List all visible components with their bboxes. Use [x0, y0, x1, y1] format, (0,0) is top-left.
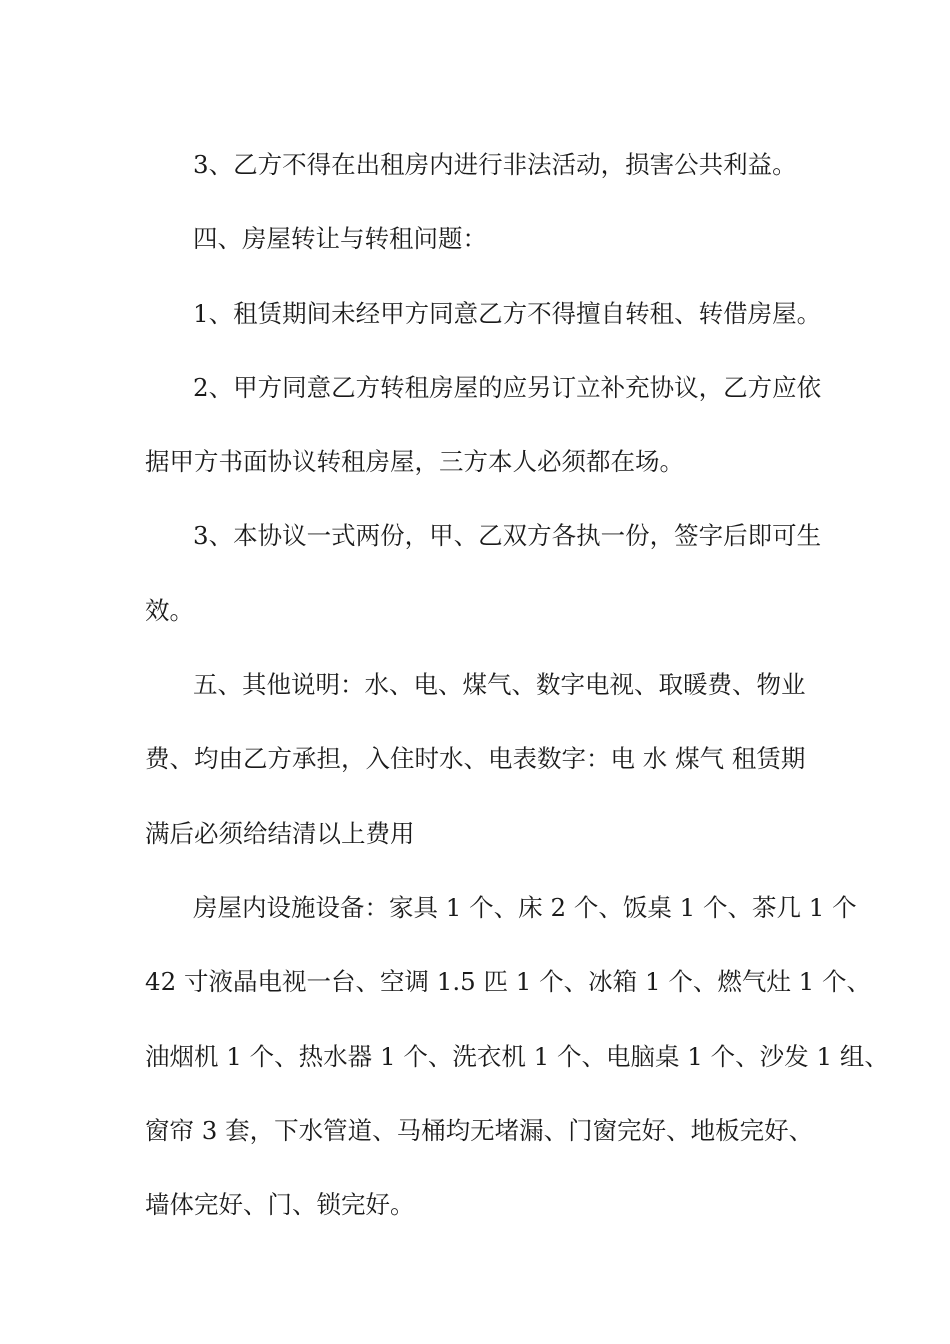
facilities-line-2: 42 寸液晶电视一台、空调 1.5 匹 1 个、冰箱 1 个、燃气灶 1 个、 [145, 967, 871, 997]
clause-4-1-sublet: 1、租赁期间未经甲方同意乙方不得擅自转租、转借房屋。 [193, 298, 822, 328]
section-5-line-2: 费、均由乙方承担，入住时水、电表数字：电 水 煤气 租赁期 [145, 744, 806, 774]
clause-4-2-line-1: 2、甲方同意乙方转租房屋的应另订立补充协议，乙方应依 [193, 372, 822, 402]
section-5-line-3: 满后必须给结清以上费用 [145, 818, 415, 848]
facilities-line-3: 油烟机 1 个、热水器 1 个、洗衣机 1 个、电脑桌 1 个、沙发 1 组、 [145, 1041, 889, 1071]
facilities-line-5: 墙体完好、门、锁完好。 [145, 1190, 415, 1220]
section-5-line-1: 五、其他说明：水、电、煤气、数字电视、取暖费、物业 [193, 670, 806, 700]
facilities-line-4: 窗帘 3 套，下水管道、马桶均无堵漏、门窗完好、地板完好、 [145, 1115, 814, 1145]
clause-3-no-illegal-activity: 3、乙方不得在出租房内进行非法活动，损害公共利益。 [193, 150, 797, 179]
clause-4-3-line-2: 效。 [145, 595, 194, 625]
facilities-line-1: 房屋内设施设备：家具 1 个、床 2 个、饭桌 1 个、茶几 1 个 [193, 892, 857, 922]
section-4-heading: 四、房屋转让与转租问题： [193, 224, 487, 254]
document-body [145, 128, 889, 1242]
clause-4-3-line-1: 3、本协议一式两份，甲、乙双方各执一份，签字后即可生 [193, 521, 822, 551]
clause-4-2-line-2: 据甲方书面协议转租房屋，三方本人必须都在场。 [145, 447, 684, 477]
